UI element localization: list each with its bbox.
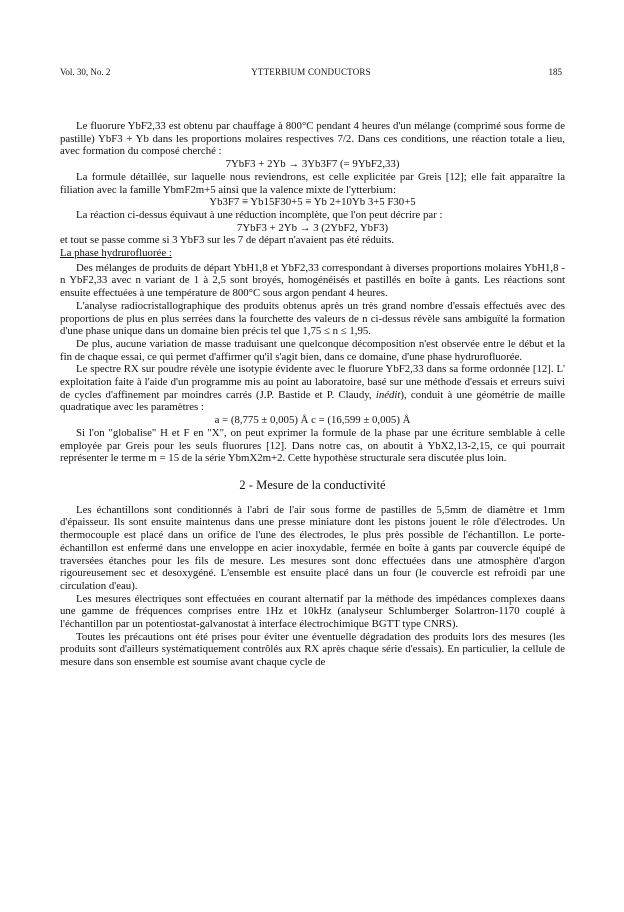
running-head: [60, 66, 562, 78]
text-run: ), conduit à une géométrie de maille quadratique avec les paramètres :: [60, 388, 565, 414]
equation: 7YbF3 + 2Yb → 3Yb3F7 (= 9YbF2,33): [225, 158, 400, 171]
paragraph: Si l'on "globalise" H et F en "X", on peut exprimer la formule de la phase par une écriture semblable à celle employée par Greis pour les seuls fluorures [12]. Dans notre cas, on aboutit à YbX2,13-2,15, ce qui pourrait représenter le terme m = 15 de la série YbmX2m+2. Cette hypothèse structurale sera discutée plus loin.: [60, 426, 565, 465]
paragraph: Toutes les précautions ont été prises pour éviter une éventuelle dégradation des produits lors des mesures (les produits sont d'ailleurs systématiquement contrôlés aux RX après chaque série d'essais). En particulier, la cellule de mesure dans son ensemble est soumise avant chaque cycle de: [60, 630, 565, 669]
equation: 7YbF3 + 2Yb → 3 (2YbF2, YbF3): [236, 221, 389, 234]
text-run: Le spectre RX sur poudre révèle une isotypie évidente avec le fluorure YbF2,33 dans sa forme ordonnée [12]. L' exploitation faite à l'aide d'un programme mis au point au laboratoire, basé sur une méthode d'essais et erreurs suivi de cycles d'affinement par moindres carrés (J.P. Bastide et P. Claudy,: [60, 363, 565, 401]
paragraph: L'analyse radiocristallographique des produits obtenus après un très grand nombre d'essais effectués avec des proportions de plus en plus serrées dans la fourchette des valeurs de n ci-dessus révèle sans ambiguïté la formation d'une phase unique dans un domaine bien précis tel que 1,75 ≤ n ≤ 1,95.: [60, 299, 565, 338]
article-body: [60, 120, 565, 669]
paragraph: et tout se passe comme si 3 YbF3 sur les 7 de départ n'avaient pas été réduits.: [60, 234, 395, 247]
paragraph: La formule détaillée, sur laquelle nous reviendrons, est celle explicitée par Greis [12]; elle fait apparaître la filiation avec la famille YbmF2m+5 ainsi que la valence mixte de l'ytterbium:: [60, 170, 565, 196]
paragraph: Les mesures électriques sont effectuées en courant alternatif par la méthode des impédances complexes daans une gamme de fréquences comprises entre 1Hz et 10kHz (analyseur Schlumberger Solartron-1170 couplé à l'échantillon par un potentiostat-galvanostat à interface électrochimique BGTT type CNRS).: [60, 592, 565, 631]
equation: a = (8,775 ± 0,005) Å c = (16,599 ± 0,005) Å: [214, 414, 411, 427]
volume-info: Vol. 30, No. 2: [60, 67, 111, 77]
paragraph: Les échantillons sont conditionnés à l'abri de l'air sous forme de pastilles de 5,5mm de diamètre et 1mm d'épaisseur. Ils sont ensuite maintenus dans une presse miniature dont les pistons jouent le rôle d'électrodes. Un thermocouple est placé dans un orifice de l'une des électrodes, le plus près possible de l'échantillon. Le porte-échantillon est enfermé dans une enveloppe en acier inoxydable, fermée en boîte à gants par couvercle équipé de traversées étanches pour les fils de mesure. Les mesures sont donc effectuées dans une atmosphère d'argon rigoureusement sec et desoxygéné. L'ensemble est ensuite placé dans un four (le couvercle est refroidi par une circulation d'eau).: [60, 503, 565, 592]
subsection-heading: La phase hydrurofluorée :: [60, 247, 172, 260]
text-run-italic: inédit: [375, 388, 401, 401]
journal-title: YTTERBIUM CONDUCTORS: [251, 67, 371, 77]
equation: Yb3F7 ≡ Yb15F30+5 ≡ Yb 2+10Yb 3+5 F30+5: [209, 196, 416, 209]
paragraph: La réaction ci-dessus équivaut à une réduction incomplète, que l'on peut décrire par :: [76, 208, 443, 221]
paragraph: Le fluorure YbF2,33 est obtenu par chauffage à 800°C pendant 4 heures d'un mélange (comprimé sous forme de pastille) YbF3 + Yb dans les proportions molaires respectives 7/2. Dans ces conditions, une réaction totale a lieu, avec formation du composé cherché :: [60, 120, 565, 158]
paragraph: Des mélanges de produits de départ YbH1,8 et YbF2,33 correspondant à diverses proportions molaires YbH1,8 - n YbF2,33 avec n variant de 1 à 2,5 sont broyés, homogénéisés et pastillés en boîte à gants. Les réactions sont ensuite effectuées à une température de 800°C sous argon pendant 4 heures.: [60, 261, 565, 300]
paragraph: [60, 363, 565, 414]
section-title: 2 - Mesure de la conductivité: [239, 477, 386, 492]
page-number: 185: [548, 67, 562, 77]
paragraph: De plus, aucune variation de masse traduisant une quelconque décomposition n'est observée entre le début et la fin de chaque essai, ce qui permet d'affirmer qu'il s'agit bien, dans ce domaine, d'une phase hydrurofluorée.: [60, 337, 565, 363]
